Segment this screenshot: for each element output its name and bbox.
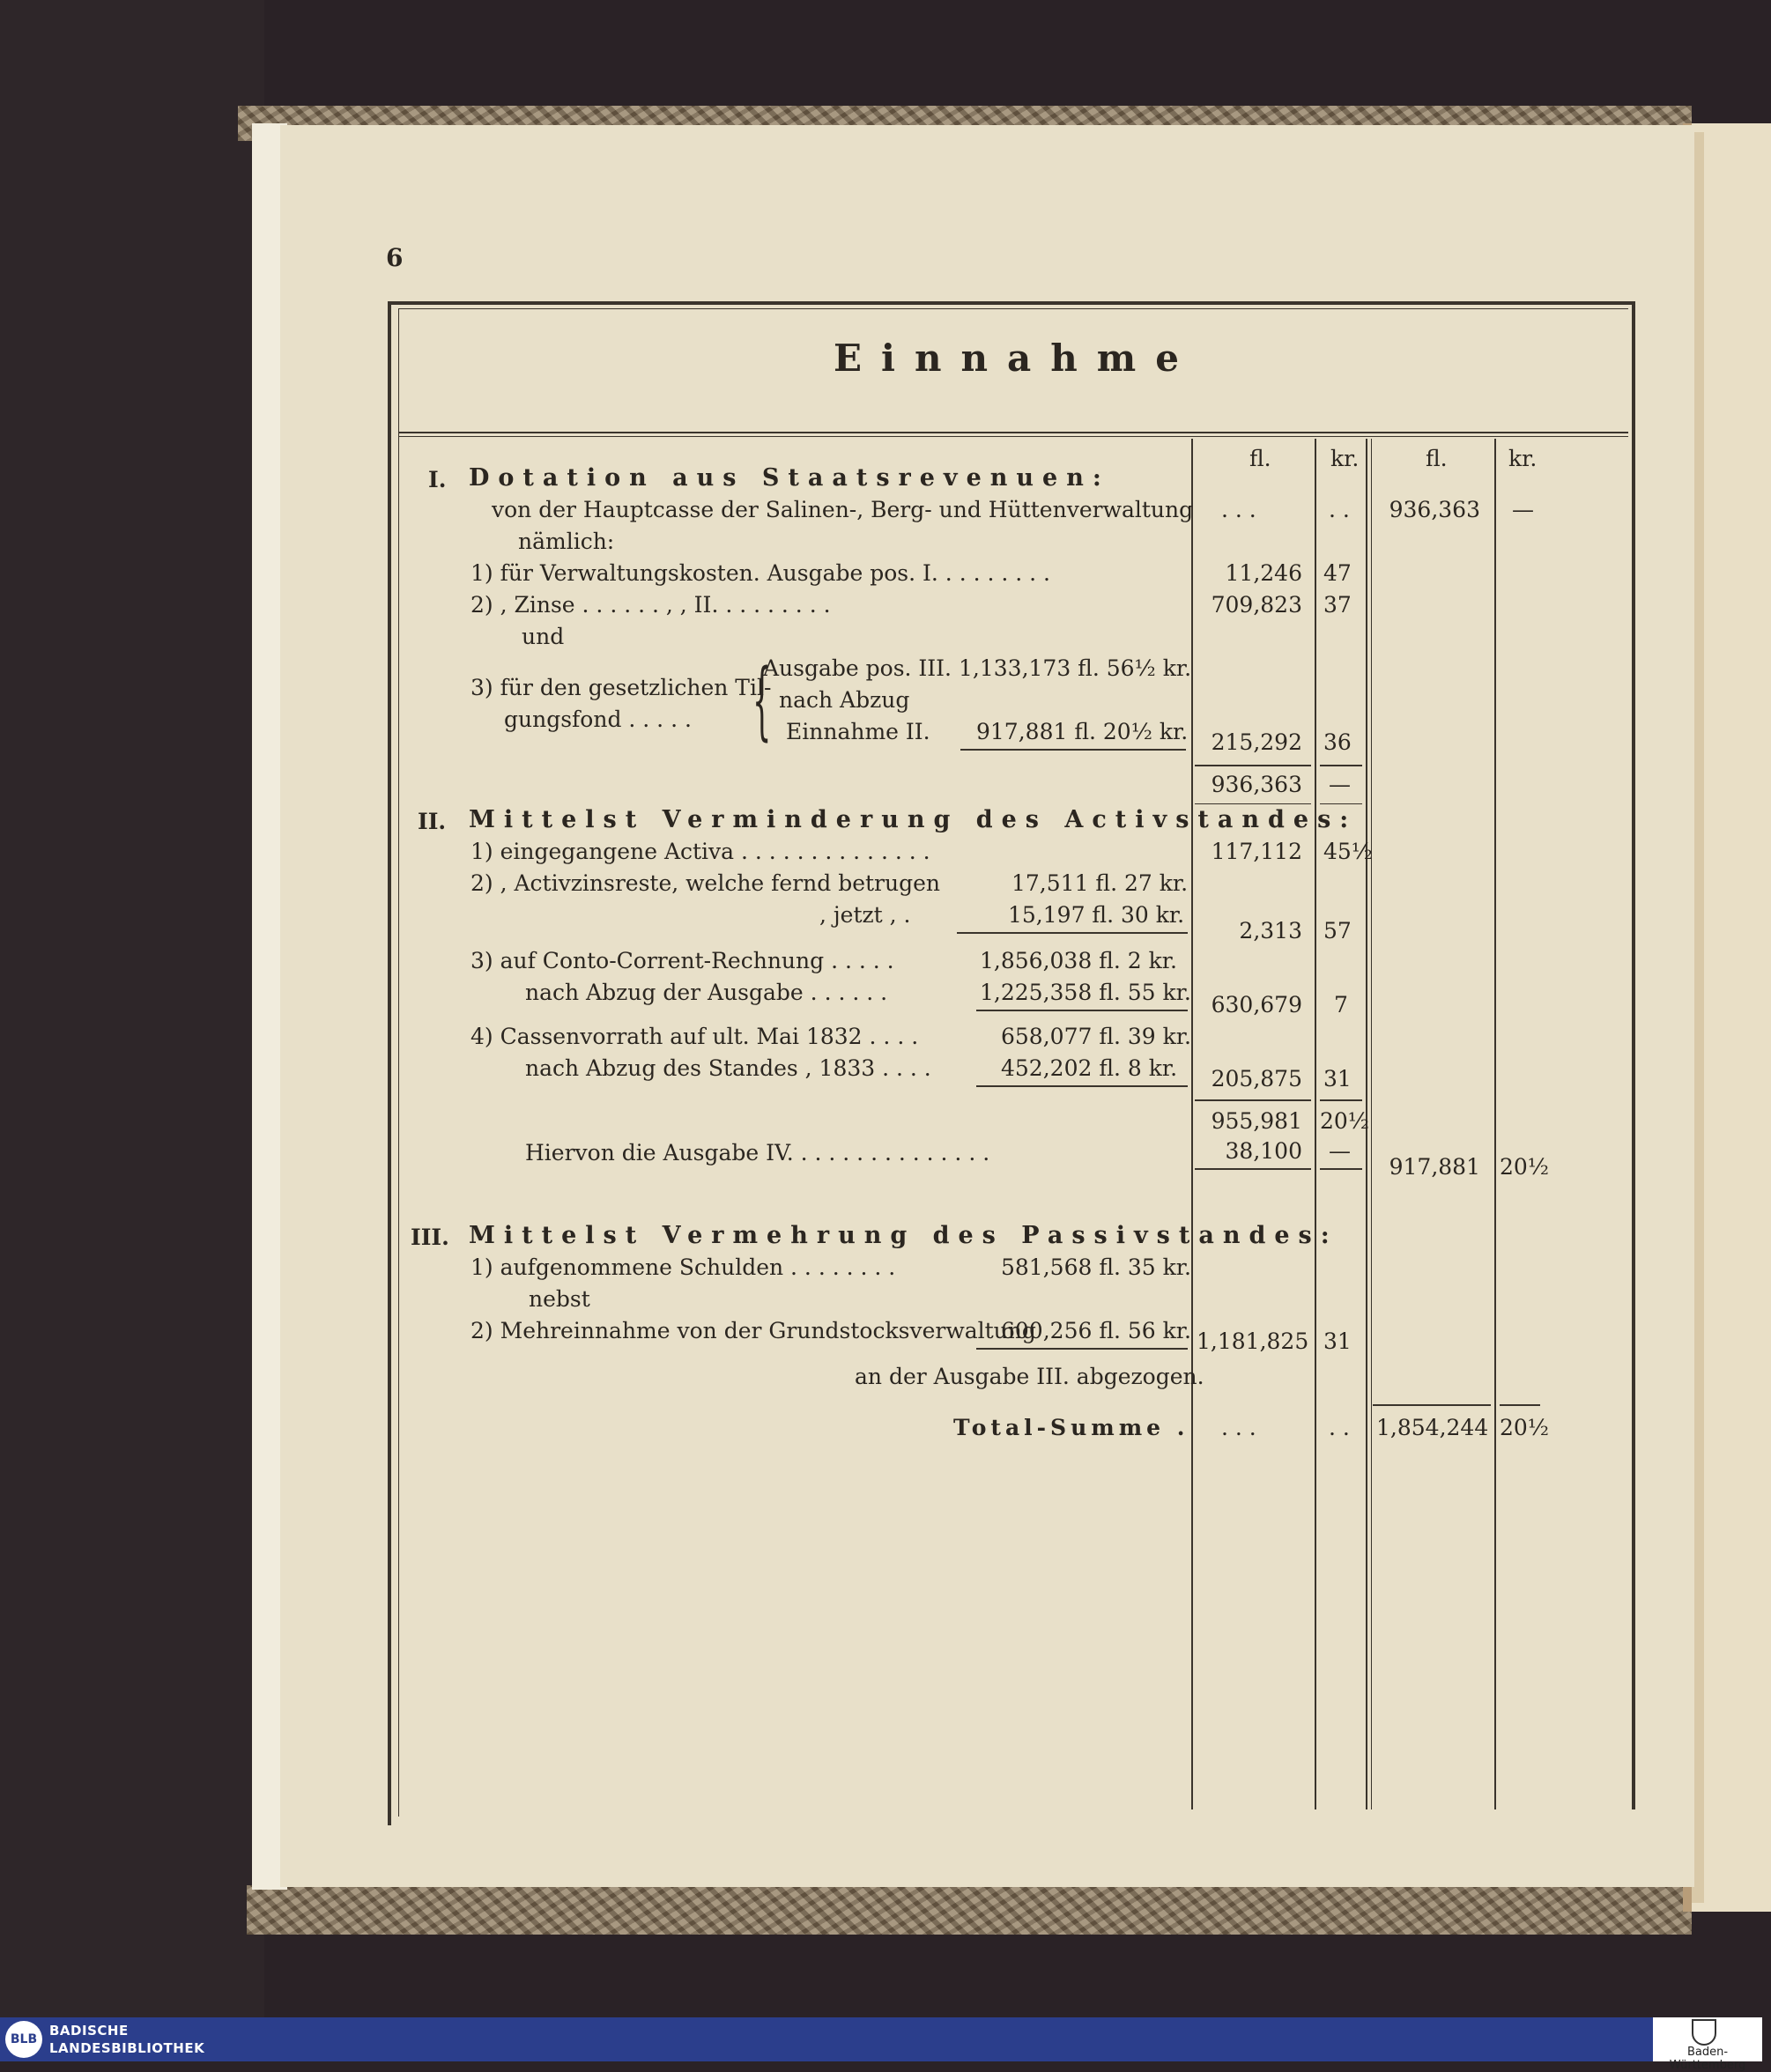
s2-less-kr: —	[1329, 1138, 1351, 1164]
s1-item3-kr: 36	[1323, 729, 1352, 755]
s1-item3-b: gungsfond . . . . .	[504, 707, 692, 732]
s3-item2: 2) Mehreinnahme von der Grundstocksverwaltung	[471, 1318, 1036, 1343]
frame-inner-left	[398, 308, 399, 1817]
header-rule	[398, 432, 1628, 433]
total-fl: 1,854,244	[1376, 1415, 1489, 1440]
s1-item2-fl: 709,823	[1211, 592, 1302, 618]
s3-item2-kr: 31	[1323, 1328, 1352, 1354]
s3-item1-value: 581,568 fl. 35 kr.	[1001, 1254, 1191, 1280]
s2-item2-b: , jetzt , .	[819, 902, 911, 928]
s1-item2-kr: 37	[1323, 592, 1352, 618]
s2-sub-kr: 20½	[1320, 1108, 1370, 1134]
s2-item4-a: 4) Cassenvorrath auf ult. Mai 1832 . . . .	[471, 1024, 919, 1049]
section-2-number: II.	[418, 809, 447, 834]
s3-item1: 1) aufgenommene Schulden . . . . . . . .	[471, 1254, 896, 1280]
s2-less-rule-fl	[1195, 1168, 1311, 1170]
col-sep-3b	[1371, 439, 1372, 1809]
s2-item2-kr: 57	[1323, 918, 1352, 944]
s2-item3-value1: 1,856,038 fl. 2 kr.	[980, 948, 1177, 973]
total-label: Total-Summe .	[953, 1415, 1189, 1440]
s3-item2-value: 600,256 fl. 56 kr.	[1001, 1318, 1191, 1343]
s1-sum-fl: 936,363	[1211, 772, 1302, 797]
total-rule-fl	[1373, 1404, 1491, 1406]
s2-sub-rule-fl	[1195, 1099, 1311, 1101]
s3-item2-fl: 1,181,825	[1197, 1328, 1309, 1354]
section-2-heading: Mittelst Verminderung des Activstandes:	[469, 806, 1358, 833]
crest-icon	[1692, 2019, 1716, 2046]
s2-item4-rule	[976, 1085, 1188, 1087]
s1-line1: von der Hauptcasse der Salinen-, Berg- und Hüttenverwaltung	[492, 497, 1194, 522]
header-rule-2	[398, 436, 1628, 437]
s2-item3-fl: 630,679	[1211, 992, 1302, 1018]
s2-less-rule-kr	[1320, 1168, 1362, 1170]
total-rule-kr	[1500, 1404, 1540, 1406]
s2-item4-kr: 31	[1323, 1066, 1352, 1092]
col-header-kr-2: kr.	[1508, 446, 1538, 471]
s2-item4-fl: 205,875	[1211, 1066, 1302, 1092]
s1-item3-a: 3) für den gesetzlichen Til-	[471, 675, 772, 700]
s2-item4-b: nach Abzug des Standes , 1833 . . . .	[525, 1055, 931, 1081]
s1-sum-rule-fl-2	[1195, 803, 1311, 804]
footer-line-1: BADISCHE	[49, 2023, 129, 2039]
s2-sub-rule-kr	[1320, 1099, 1362, 1101]
s1-item3-rule	[960, 749, 1186, 751]
frame-top	[388, 301, 1635, 305]
s2-net-fl: 917,881	[1389, 1154, 1480, 1180]
s1-item3-fl: 215,292	[1211, 729, 1302, 755]
s2-item3-b: nach Abzug der Ausgabe . . . . . .	[525, 980, 888, 1005]
s2-item1: 1) eingegangene Activa . . . . . . . . . . . . . .	[471, 839, 930, 864]
s1-sum-rule-fl	[1195, 765, 1311, 766]
s1-sum-rule-kr	[1320, 765, 1362, 766]
s2-item2-a: 2) , Activzinsreste, welche fernd betrugen	[471, 870, 941, 896]
s2-item4-value1: 658,077 fl. 39 kr.	[1001, 1024, 1191, 1049]
col-sep-1	[1191, 439, 1193, 1809]
frame-inner-top	[398, 308, 1628, 309]
s1-sum-kr: —	[1329, 772, 1351, 797]
s2-item3-rule	[976, 1010, 1188, 1011]
page	[280, 125, 1694, 1887]
book-cover-left	[0, 0, 264, 2017]
marbled-cover-bottom	[247, 1885, 1692, 1935]
s1-item1-kr: 47	[1323, 560, 1352, 586]
frame-right	[1632, 301, 1635, 1809]
blb-logo: BLB	[5, 2021, 42, 2058]
s1-line1-fill2: . .	[1329, 497, 1350, 522]
frame-left	[388, 301, 391, 1825]
s3-note: an der Ausgabe III. abgezogen.	[855, 1364, 1204, 1389]
s2-item1-kr: 45½	[1323, 839, 1374, 864]
s1-item1-fl: 11,246	[1225, 560, 1302, 586]
s1-item3-label2: nach Abzug	[779, 687, 910, 713]
s2-item3-kr: 7	[1334, 992, 1348, 1018]
col-sep-4	[1494, 439, 1496, 1809]
s2-less-fl: 38,100	[1225, 1138, 1302, 1164]
s1-item2-und: und	[522, 624, 565, 649]
section-3-number: III.	[411, 1225, 449, 1250]
col-header-kr-1: kr.	[1330, 446, 1360, 471]
s1-item3-value3: 917,881 fl. 20½ kr.	[976, 719, 1189, 744]
s2-item3-a: 3) auf Conto-Corrent-Rechnung . . . . .	[471, 948, 894, 973]
s1-line2: nämlich:	[518, 529, 615, 554]
s2-item2-value2: 15,197 fl. 30 kr.	[1008, 902, 1185, 928]
page-number: 6	[386, 243, 404, 272]
total-fill2: . .	[1329, 1415, 1350, 1440]
s1-item3-label1: Ausgabe pos. III.	[763, 655, 952, 681]
s1-item3-label3: Einnahme II.	[786, 719, 930, 744]
s1-item1: 1) für Verwaltungskosten. Ausgabe pos. I. . . . . . . . .	[471, 560, 1050, 586]
page-title: Einnahme	[834, 337, 1198, 380]
col-sep-2	[1315, 439, 1316, 1809]
s3-item1-nebst: nebst	[529, 1286, 590, 1312]
col-header-fl-1: fl.	[1249, 446, 1271, 471]
s2-item2-rule	[957, 932, 1188, 934]
total-fill: . . .	[1221, 1415, 1256, 1440]
s2-net-kr: 20½	[1500, 1154, 1550, 1180]
total-kr: 20½	[1500, 1415, 1550, 1440]
footer-right-text: Baden-Württemberg	[1669, 2046, 1746, 2072]
section-1-heading: Dotation aus Staatsrevenuen:	[469, 464, 1110, 492]
s1-item2: 2) , Zinse . . . . . . , , II. . . . . . . . .	[471, 592, 831, 618]
s1-item3-brace: {	[752, 651, 772, 750]
s2-item3-value2: 1,225,358 fl. 55 kr.	[980, 980, 1191, 1005]
section-1-number: I.	[428, 467, 447, 492]
footer-line-2: LANDESBIBLIOTHEK	[49, 2040, 205, 2056]
s2-item4-value2: 452,202 fl. 8 kr.	[1001, 1055, 1178, 1081]
footer-bar	[0, 2017, 1762, 2061]
col-header-fl-2: fl.	[1426, 446, 1448, 471]
s1-sum-rule-kr-2	[1320, 803, 1362, 804]
section-3-heading: Mittelst Vermehrung des Passivstandes:	[469, 1222, 1338, 1249]
s2-less: Hiervon die Ausgabe IV. . . . . . . . . . . . . . .	[525, 1140, 990, 1166]
s1-line1-kr: —	[1512, 497, 1534, 522]
s2-item2-fl: 2,313	[1239, 918, 1302, 944]
s1-line1-fill: . . .	[1221, 497, 1256, 522]
s3-item2-rule	[976, 1348, 1188, 1350]
s2-sub-fl: 955,981	[1211, 1108, 1302, 1134]
s2-item2-value1: 17,511 fl. 27 kr.	[1011, 870, 1189, 896]
s1-line1-fl: 936,363	[1389, 497, 1480, 522]
s1-item3-value1: 1,133,173 fl. 56½ kr.	[959, 655, 1192, 681]
s2-item1-fl: 117,112	[1211, 839, 1302, 864]
